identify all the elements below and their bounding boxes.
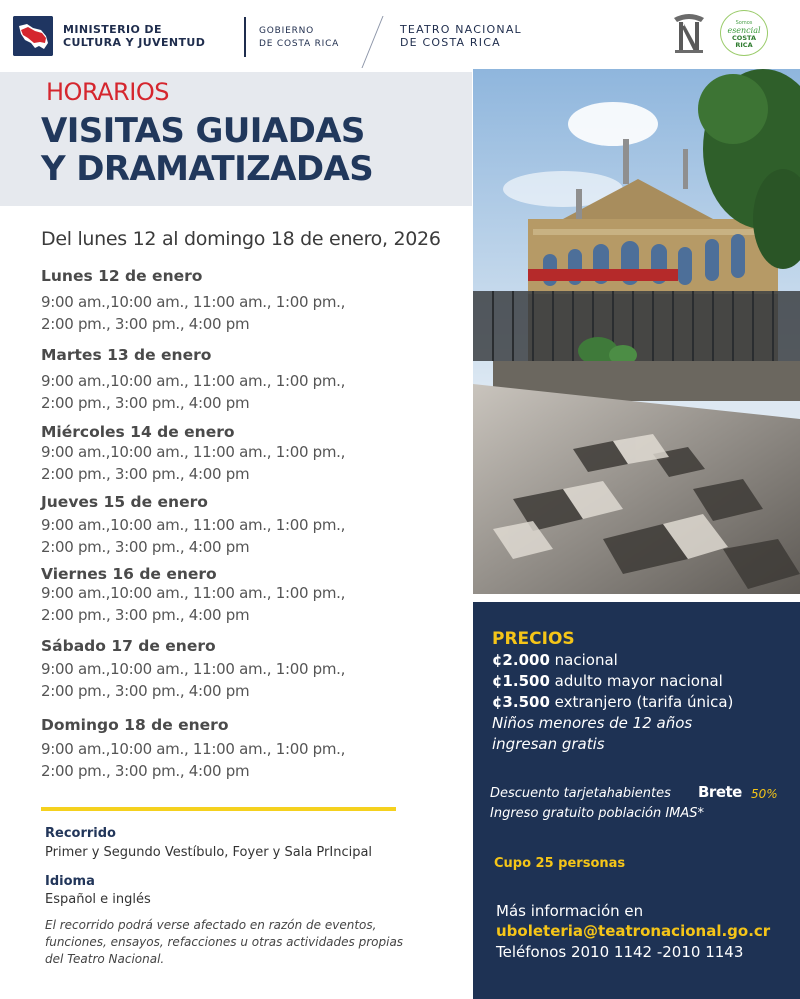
language-value: Español e inglés: [45, 892, 151, 907]
theatre-name: [400, 23, 522, 49]
times-line1: 9:00 am.,10:00 am., 11:00 am., 1:00 pm.,: [41, 443, 346, 461]
children-free-note: [492, 713, 692, 755]
times-miercoles: [41, 441, 345, 485]
header-divider: [244, 17, 246, 57]
ministry-line2: CULTURA Y JUVENTUD: [63, 36, 206, 49]
prices-title: PRECIOS: [492, 629, 575, 649]
times-line2: 2:00 pm., 3:00 pm., 4:00 pm: [41, 394, 250, 412]
brete-logo: Brete: [698, 783, 742, 801]
esencial-costa-rica-badge: [720, 10, 768, 56]
times-line2: 2:00 pm., 3:00 pm., 4:00 pm: [41, 762, 250, 780]
times-line1: 9:00 am.,10:00 am., 11:00 am., 1:00 pm.,: [41, 372, 346, 390]
times-line2: 2:00 pm., 3:00 pm., 4:00 pm: [41, 682, 250, 700]
title-line1: VISITAS GUIADAS: [41, 111, 365, 151]
badge-bottom-text: [721, 35, 767, 49]
teatro-nacional-crest-icon: [670, 10, 708, 54]
badge-mid-text: esencial: [727, 26, 761, 35]
title-line2: Y DRAMATIZADAS: [41, 149, 374, 189]
contact-phones: Teléfonos 2010 1142 -2010 1143: [496, 943, 744, 961]
government-name: [259, 25, 339, 51]
badge-bottom-line2: RICA: [735, 41, 753, 49]
discount-percent: 50%: [751, 787, 778, 801]
discount-text: Descuento tarjetahabientes: [490, 786, 671, 801]
price-nacional: [492, 651, 618, 669]
times-line2: 2:00 pm., 3:00 pm., 4:00 pm: [41, 606, 250, 624]
yellow-divider: [41, 807, 396, 811]
times-line1: 9:00 am.,10:00 am., 11:00 am., 1:00 pm.,: [41, 516, 346, 534]
header-slash-divider: [361, 16, 383, 68]
price-amount: ¢1.500: [492, 672, 550, 690]
price-amount: ¢2.000: [492, 651, 550, 669]
times-line1: 9:00 am.,10:00 am., 11:00 am., 1:00 pm.,: [41, 293, 346, 311]
times-line1: 9:00 am.,10:00 am., 11:00 am., 1:00 pm.,: [41, 584, 346, 602]
times-viernes: [41, 582, 345, 626]
children-line2: ingresan gratis: [492, 735, 605, 753]
times-line2: 2:00 pm., 3:00 pm., 4:00 pm: [41, 315, 250, 333]
language-label: Idioma: [45, 874, 95, 889]
times-martes: [41, 370, 345, 414]
route-value: Primer y Segundo Vestíbulo, Foyer y Sala PrIncipal: [45, 845, 373, 860]
day-title-domingo: Domingo 18 de enero: [41, 716, 229, 734]
times-domingo: [41, 738, 345, 782]
day-title-lunes: Lunes 12 de enero: [41, 267, 203, 285]
teatro-nacional-photo: [473, 69, 800, 594]
price-label: extranjero (tarifa única): [554, 693, 734, 711]
day-title-viernes: Viernes 16 de enero: [41, 565, 217, 583]
times-jueves: [41, 514, 345, 558]
contact-email-link[interactable]: uboleteria@teatronacional.go.cr: [496, 922, 771, 940]
header: [0, 0, 800, 72]
price-adulto-mayor: [492, 672, 723, 690]
ministry-name: [63, 23, 205, 49]
horarios-kicker: HORARIOS: [46, 78, 169, 106]
times-lunes: [41, 291, 345, 335]
times-sabado: [41, 658, 345, 702]
day-title-jueves: Jueves 15 de enero: [41, 493, 208, 511]
price-extranjero: [492, 693, 733, 711]
price-label: nacional: [554, 651, 618, 669]
badge-top-text: Somos: [735, 20, 753, 26]
theatre-line2: DE COSTA RICA: [400, 36, 501, 49]
times-line2: 2:00 pm., 3:00 pm., 4:00 pm: [41, 465, 250, 483]
day-title-miercoles: Miércoles 14 de enero: [41, 423, 235, 441]
children-line1: Niños menores de 12 años: [492, 714, 693, 732]
imas-note: Ingreso gratuito población IMAS*: [490, 806, 705, 821]
day-title-martes: Martes 13 de enero: [41, 346, 212, 364]
price-amount: ¢3.500: [492, 693, 550, 711]
times-line2: 2:00 pm., 3:00 pm., 4:00 pm: [41, 538, 250, 556]
date-range: Del lunes 12 al domingo 18 de enero, 2026: [41, 228, 441, 250]
capacity-note: Cupo 25 personas: [494, 856, 626, 871]
costa-rica-map-logo: [13, 16, 53, 56]
more-info-label: Más información en: [496, 902, 644, 920]
times-line1: 9:00 am.,10:00 am., 11:00 am., 1:00 pm.,: [41, 740, 346, 758]
badge-bottom-line1: COSTA: [732, 34, 756, 42]
gov-line1: GOBIERNO: [259, 26, 315, 36]
day-title-sabado: Sábado 17 de enero: [41, 637, 216, 655]
disclaimer-text: El recorrido podrá verse afectado en razón de eventos, funciones, ensayos, refacciones u otras actividades propias del Teatro Nacional.: [45, 918, 404, 966]
times-line1: 9:00 am.,10:00 am., 11:00 am., 1:00 pm.,: [41, 660, 346, 678]
ministry-line1: MINISTERIO DE: [63, 23, 162, 36]
route-label: Recorrido: [45, 826, 116, 841]
gov-line2: DE COSTA RICA: [259, 39, 340, 49]
page-title: [41, 112, 373, 188]
theatre-line1: TEATRO NACIONAL: [400, 23, 522, 36]
price-label: adulto mayor nacional: [554, 672, 723, 690]
